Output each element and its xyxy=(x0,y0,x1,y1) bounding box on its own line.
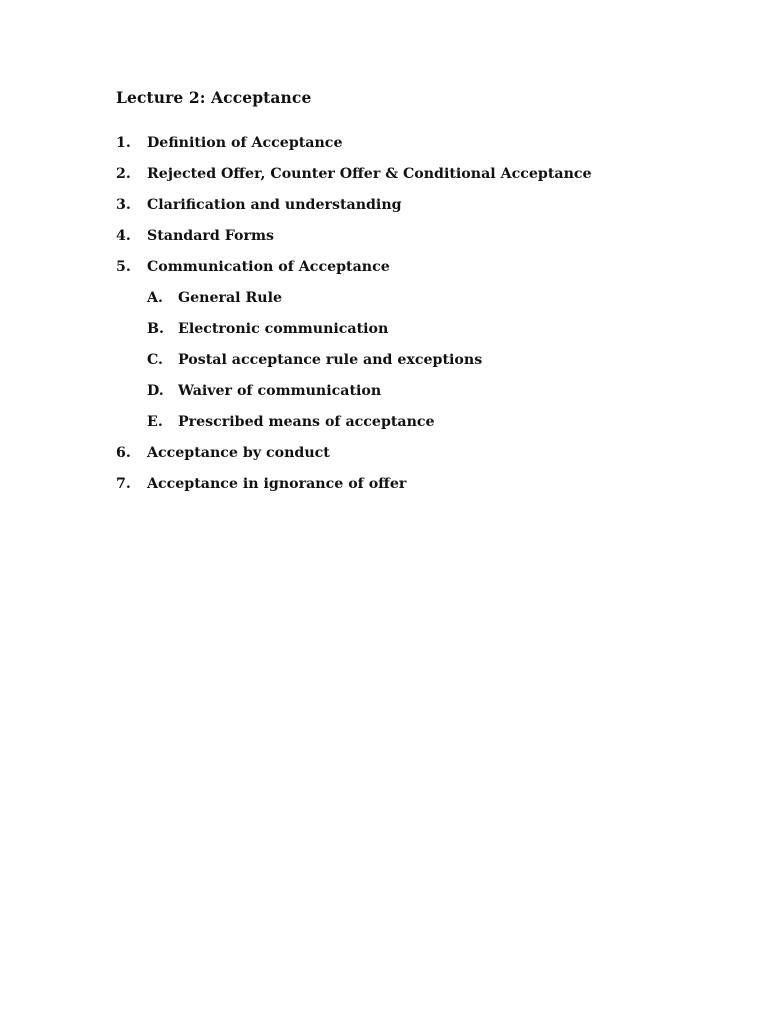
item-number: 6. xyxy=(116,445,131,461)
subitem-letter: E. xyxy=(147,414,163,430)
item-text: Clarification and understanding xyxy=(147,197,402,213)
item-number: 2. xyxy=(116,166,131,182)
item-number: 1. xyxy=(116,135,131,151)
subitem-letter: C. xyxy=(147,352,163,368)
page-title: Lecture 2: Acceptance xyxy=(116,88,312,107)
item-text: Acceptance in ignorance of offer xyxy=(147,476,407,492)
item-number: 4. xyxy=(116,228,131,244)
item-number: 7. xyxy=(116,476,131,492)
item-text: Definition of Acceptance xyxy=(147,135,343,151)
subitem-text: Waiver of communication xyxy=(178,383,382,399)
item-text: Standard Forms xyxy=(147,228,274,244)
subitem-text: Electronic communication xyxy=(178,321,389,337)
item-text: Communication of Acceptance xyxy=(147,259,390,275)
subitem-text: Postal acceptance rule and exceptions xyxy=(178,352,483,368)
subitem-letter: B. xyxy=(147,321,164,337)
subitem-letter: A. xyxy=(147,290,163,306)
item-text: Rejected Offer, Counter Offer & Conditional Acceptance xyxy=(147,166,592,182)
subitem-text: General Rule xyxy=(178,290,283,306)
item-number: 3. xyxy=(116,197,131,213)
item-number: 5. xyxy=(116,259,131,275)
subitem-text: Prescribed means of acceptance xyxy=(178,414,435,430)
item-text: Acceptance by conduct xyxy=(147,445,330,461)
subitem-letter: D. xyxy=(147,383,164,399)
